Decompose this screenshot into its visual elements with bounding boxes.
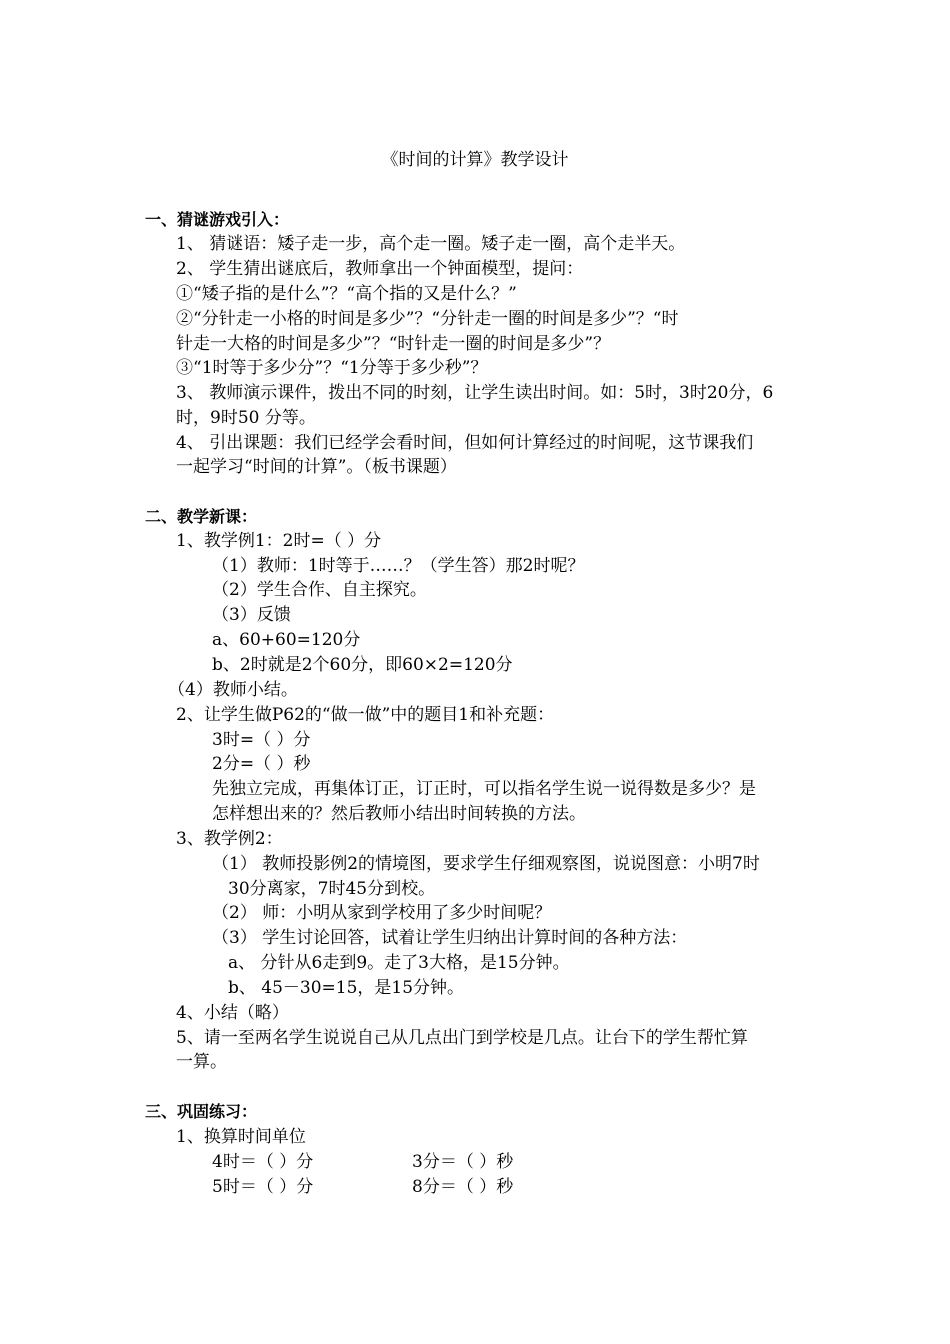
section2-line: 3、教学例2： xyxy=(176,829,283,849)
section2-line: 1、教学例1：2时=（ ）分 xyxy=(176,531,382,551)
section2-line: 4、小结（略） xyxy=(176,1003,289,1023)
section1-line: 2、 学生猜出谜底后，教师拿出一个钟面模型，提问： xyxy=(176,259,584,279)
exercise-left: 5时＝（ ）分 xyxy=(212,1177,314,1197)
section1-heading: 一、猜谜游戏引入： xyxy=(145,210,290,229)
section2-line: 2分=（ ）秒 xyxy=(212,754,311,774)
section2-line: 3时=（ ）分 xyxy=(212,730,311,750)
section2-line: 先独立完成，再集体订正，订正时，可以指名学生说一说得数是多少？是 xyxy=(212,779,756,799)
section2-heading: 二、教学新课： xyxy=(145,507,258,526)
section1-line: 1、 猜谜语：矮子走一步，高个走一圈。矮子走一圈，高个走半天。 xyxy=(176,234,686,254)
section2-line: （3） 学生讨论回答，试着让学生归纳出计算时间的各种方法： xyxy=(212,928,688,948)
section2-line: b、2时就是2个60分，即60×2=120分 xyxy=(212,655,513,675)
section1-line: 一起学习“时间的计算”。（板书课题） xyxy=(176,457,457,477)
section2-line: （1）教师：1时等于……？（学生答）那2时呢？ xyxy=(212,556,585,576)
exercise-right: 3分＝（ ）秒 xyxy=(412,1152,514,1172)
section2-line: （2） 师：小明从家到学校用了多少时间呢？ xyxy=(212,903,552,923)
document-title: 《时间的计算》教学设计 xyxy=(381,150,569,170)
section3-heading: 三、巩固练习： xyxy=(145,1102,258,1121)
section2-line: 5、请一至两名学生说说自己从几点出门到学校是几点。让台下的学生帮忙算 xyxy=(176,1028,748,1048)
section2-line: a、 分针从6走到9。走了3大格，是15分钟。 xyxy=(228,953,570,973)
exercise-left: 4时＝（ ）分 xyxy=(212,1152,314,1172)
section2-line: 30分离家，7时45分到校。 xyxy=(228,879,436,899)
section2-line: （1） 教师投影例2的情境图，要求学生仔细观察图，说说图意：小明7时 xyxy=(212,854,760,874)
section1-line: 4、 引出课题：我们已经学会看时间，但如何计算经过的时间呢，这节课我们 xyxy=(176,433,754,453)
section2-line: b、 45－30=15，是15分钟。 xyxy=(228,978,465,998)
section2-line: 一算。 xyxy=(176,1052,227,1072)
section2-line: 2、让学生做P62的“做一做”中的题目1和补充题： xyxy=(176,705,555,725)
section1-line: ①“矮子指的是什么”？“高个指的又是什么？” xyxy=(176,284,517,304)
section1-line: 3、 教师演示课件，拨出不同的时刻，让学生读出时间。如：5时，3时20分，6 xyxy=(176,383,774,403)
section2-line: （4）教师小结。 xyxy=(168,680,298,700)
section2-line: （2）学生合作、自主探究。 xyxy=(212,580,427,600)
section1-line: ②“分针走一小格的时间是多少”？“分针走一圈的时间是多少”？“时 xyxy=(176,309,679,329)
section1-line: ③“1时等于多少分”？“1分等于多少秒”？ xyxy=(176,358,488,378)
section2-line: a、60+60=120分 xyxy=(212,630,361,650)
section2-line: 怎样想出来的？然后教师小结出时间转换的方法。 xyxy=(212,804,586,824)
section2-line: （3）反馈 xyxy=(212,605,291,625)
section3-item: 1、换算时间单位 xyxy=(176,1127,306,1147)
section1-line: 针走一大格的时间是多少”？“时针走一圈的时间是多少”？ xyxy=(176,334,611,354)
section1-line: 时，9时50 分等。 xyxy=(176,408,316,428)
exercise-right: 8分＝（ ）秒 xyxy=(412,1177,514,1197)
